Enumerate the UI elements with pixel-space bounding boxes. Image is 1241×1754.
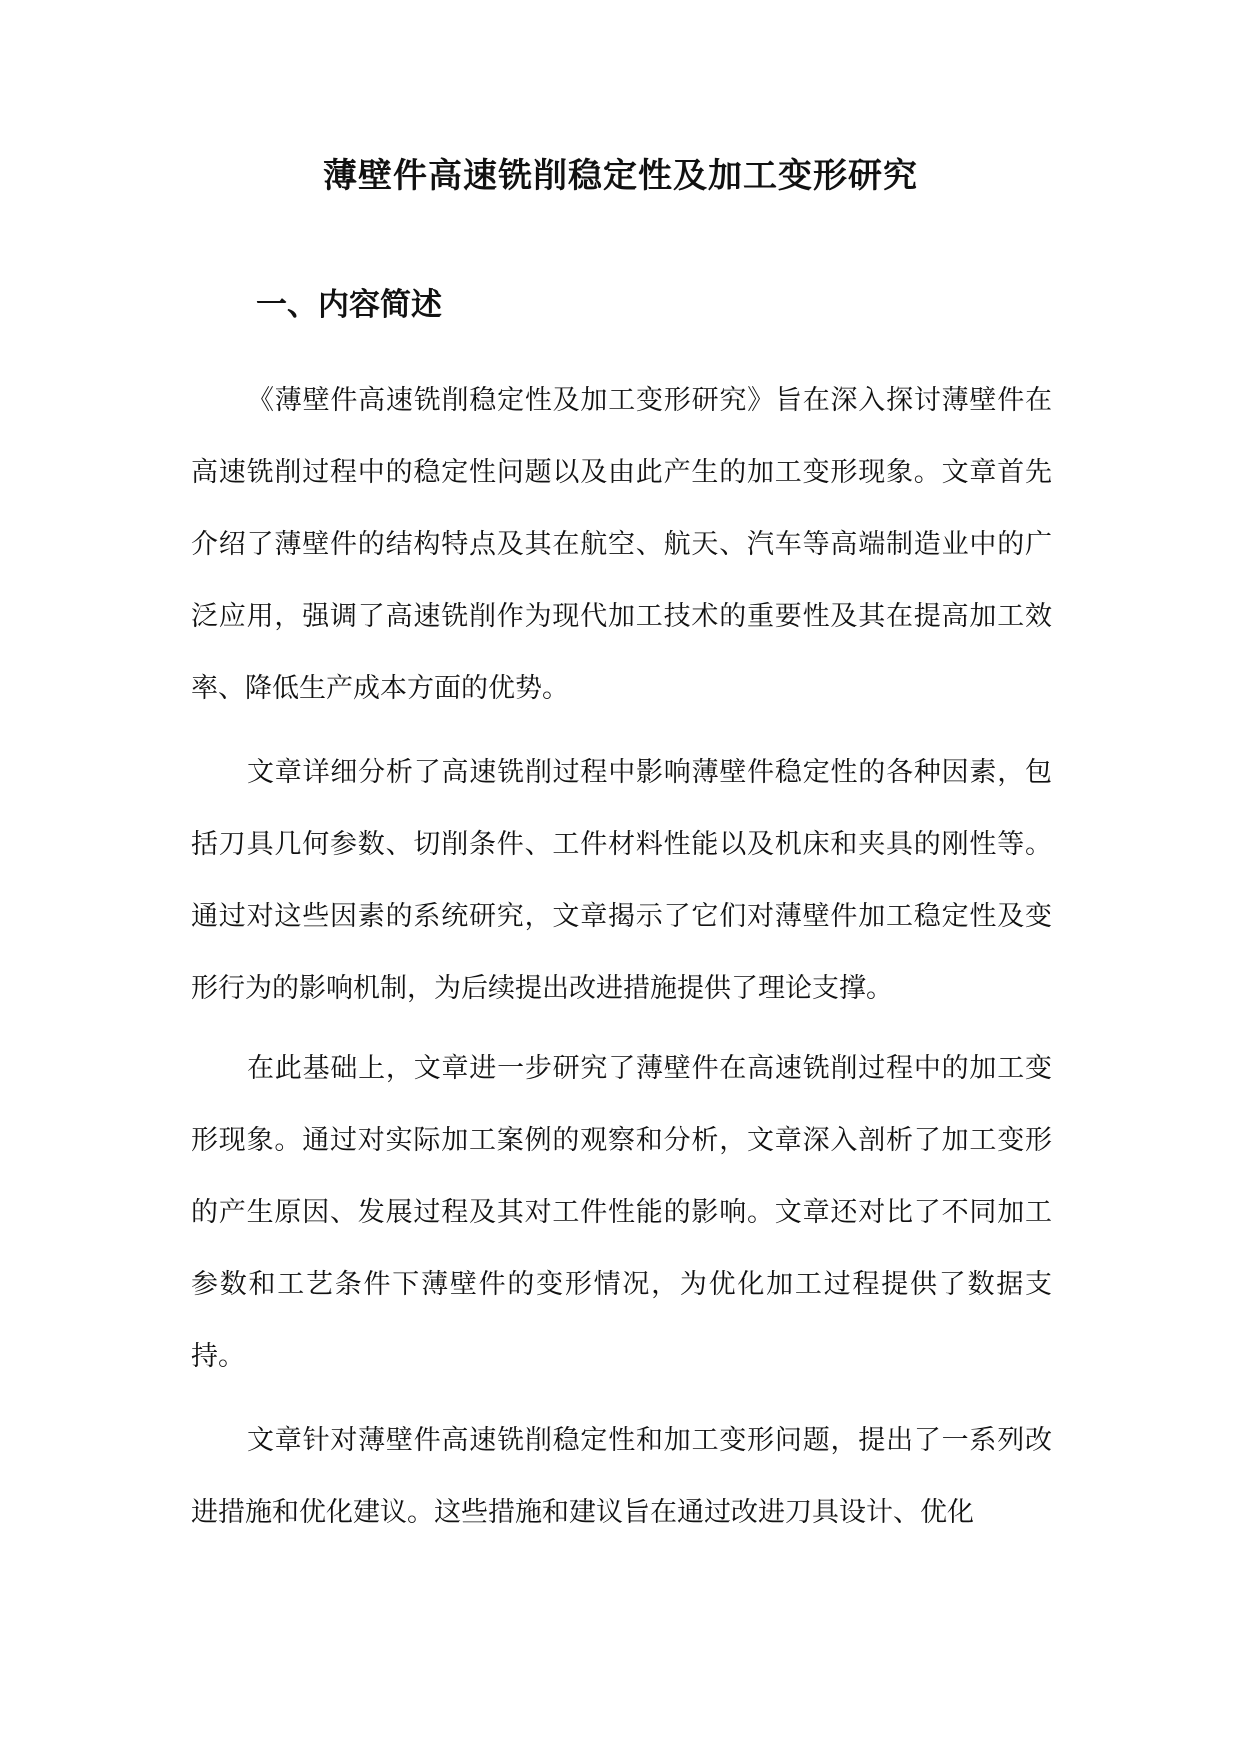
body-paragraph-3: 在此基础上，文章进一步研究了薄壁件在高速铣削过程中的加工变形现象。通过对实际加工案例的观察和分析，文章深入剖析了加工变形的产生原因、发展过程及其对工件性能的影响。文章还对比了不同加工参数和工艺条件下薄壁件的变形情况，为优化加工过程提供了数据支持。 bbox=[191, 1053, 1052, 1372]
section-heading: 一、内容简述 bbox=[256, 287, 442, 323]
body-paragraph-1: 《薄壁件高速铣削稳定性及加工变形研究》旨在深入探讨薄壁件在高速铣削过程中的稳定性问题以及由此产生的加工变形现象。文章首先介绍了薄壁件的结构特点及其在航空、航天、汽车等高端制造业中的广泛应用，强调了高速铣削作为现代加工技术的重要性及其在提高加工效率、降低生产成本方面的优势。 bbox=[191, 385, 1052, 704]
document-title: 薄壁件高速铣削稳定性及加工变形研究 bbox=[323, 156, 918, 196]
body-paragraph-2: 文章详细分析了高速铣削过程中影响薄壁件稳定性的各种因素，包括刀具几何参数、切削条件、工件材料性能以及机床和夹具的刚性等。通过对这些因素的系统研究，文章揭示了它们对薄壁件加工稳定性及变形行为的影响机制，为后续提出改进措施提供了理论支撑。 bbox=[191, 757, 1052, 1004]
body-paragraph-4: 文章针对薄壁件高速铣削稳定性和加工变形问题，提出了一系列改进措施和优化建议。这些措施和建议旨在通过改进刀具设计、优化 bbox=[191, 1425, 1052, 1528]
